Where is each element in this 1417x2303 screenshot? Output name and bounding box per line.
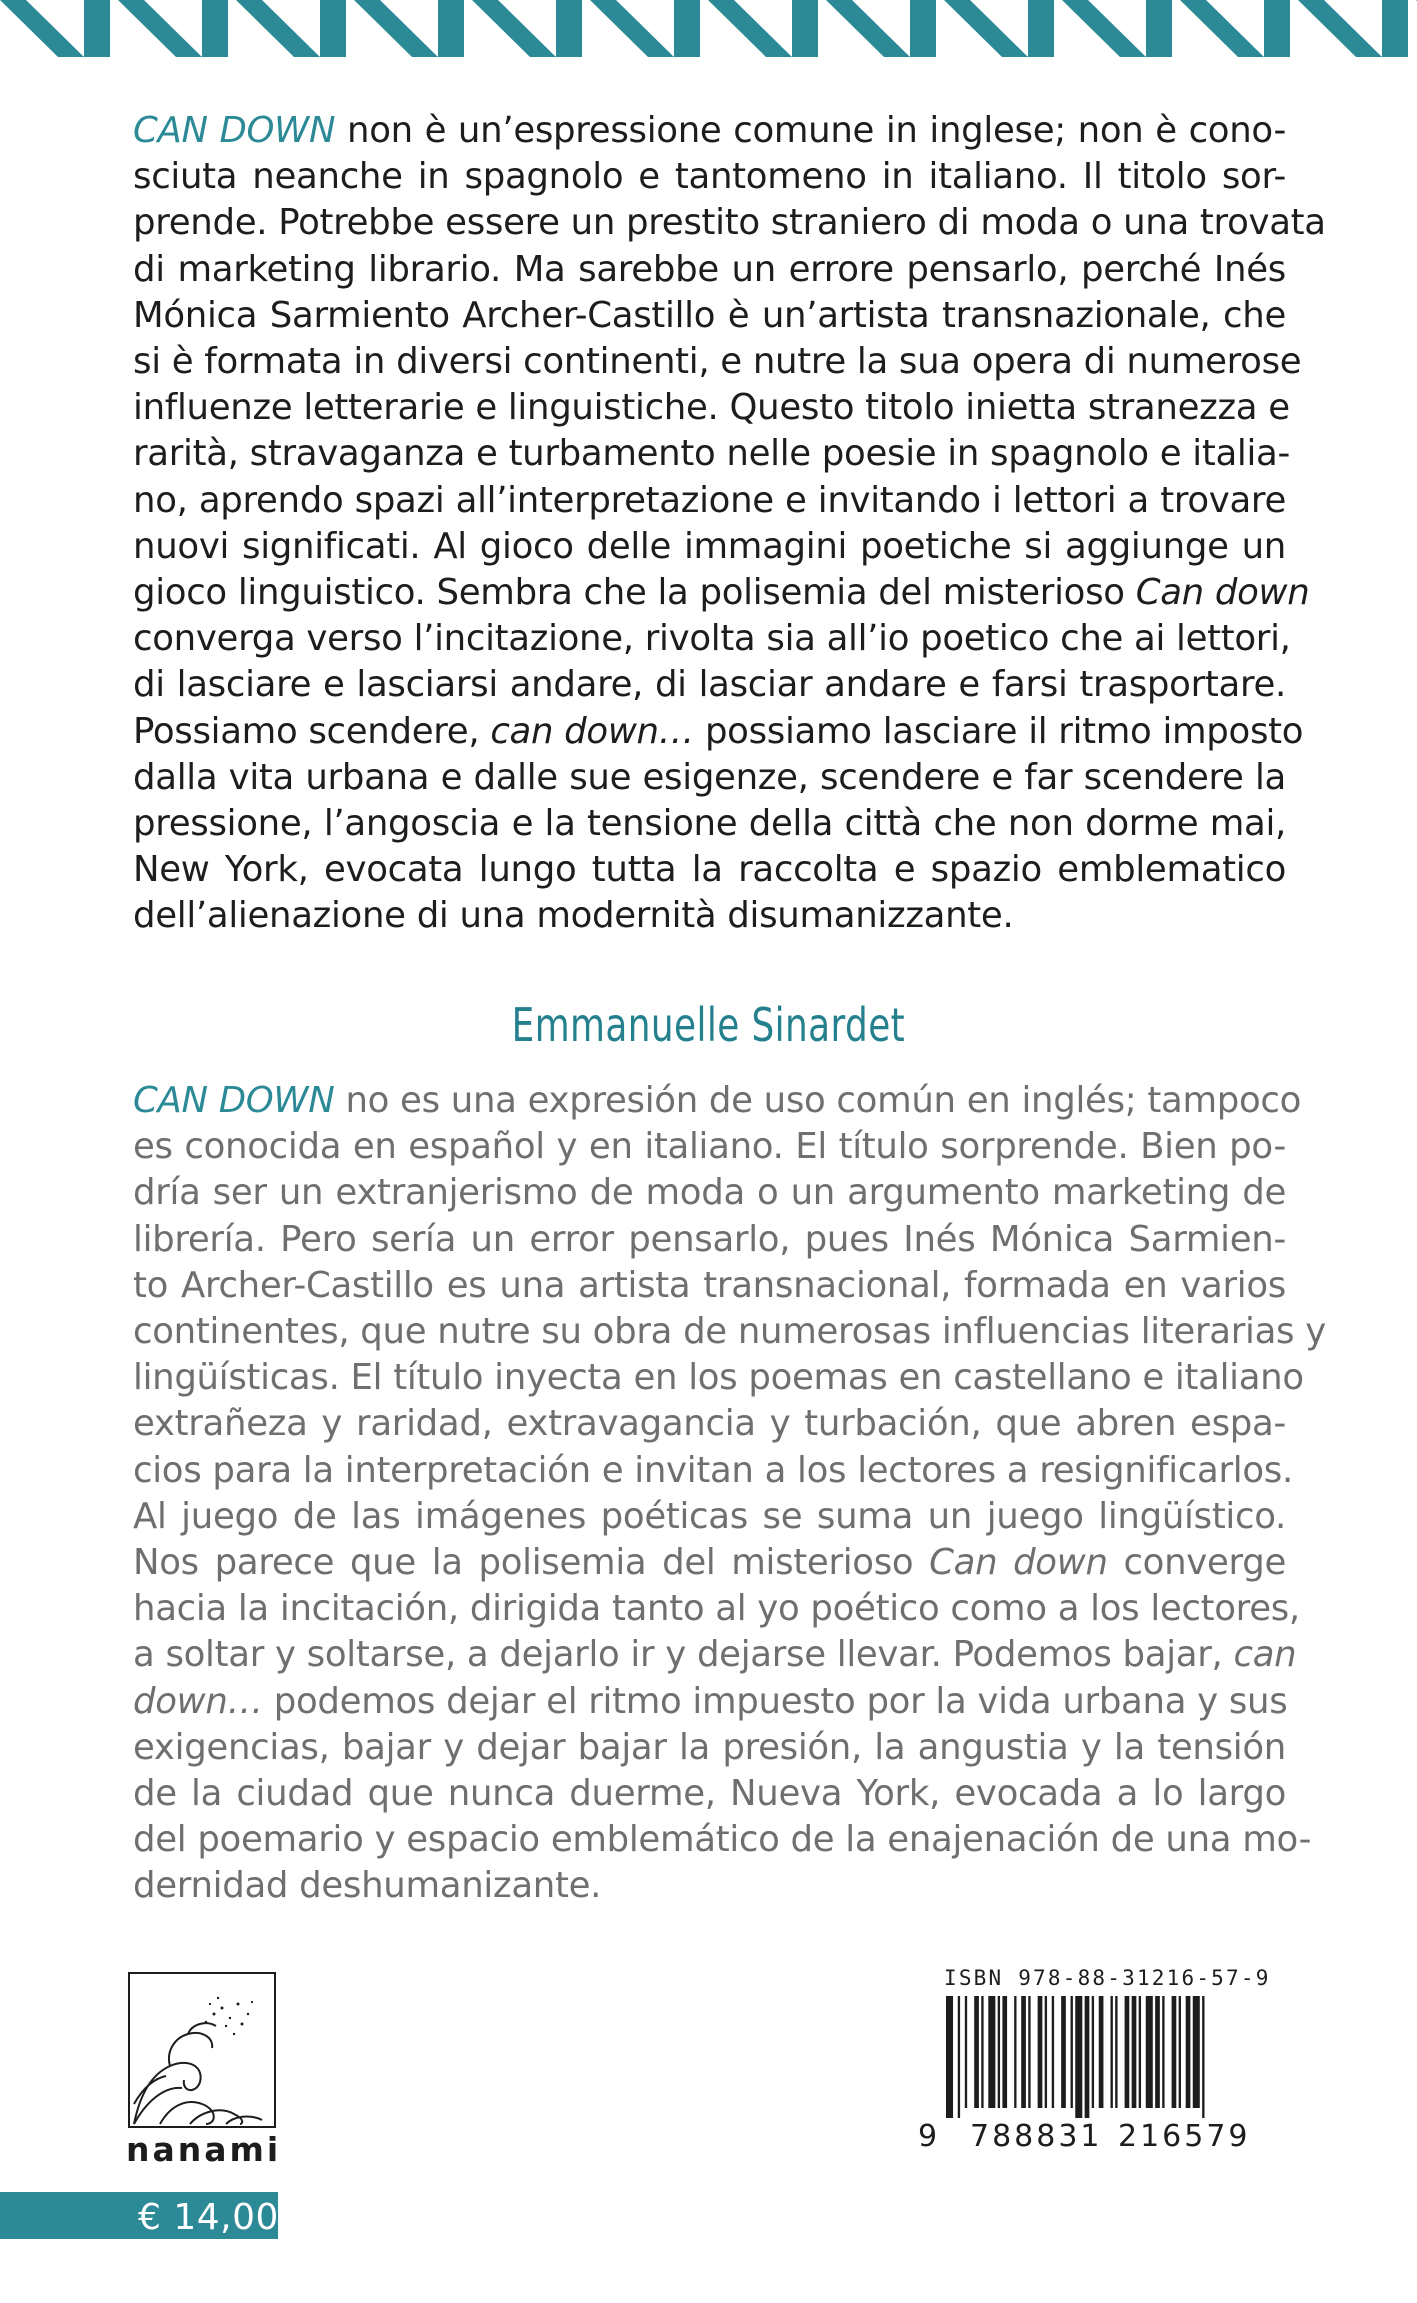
text-line: dalla vita urbana e dalle sue esigenze, scendere e far scendere la [133, 756, 1286, 798]
text-line [133, 709, 1304, 755]
barcode-bar [981, 1996, 983, 2108]
barcode-bar [1021, 1996, 1026, 2108]
text-span: non è un’espressione comune in inglese; non è cono- [335, 110, 1286, 151]
text-line: dell’alienazione di una modernità disumanizzante. [133, 895, 1014, 937]
text-line [133, 1078, 1302, 1124]
barcode-bar [1002, 1996, 1007, 2108]
text-span: possiamo lasciare il ritmo imposto [693, 710, 1304, 752]
barcode-bar [1162, 1996, 1164, 2108]
barcode-bar [1075, 1996, 1082, 2118]
barcode-bar [1202, 1996, 1204, 2118]
text-span: converge [1107, 1542, 1286, 1584]
text-line: to Archer-Castillo es una artista transnacional, formada en varios [133, 1264, 1286, 1306]
italian-paragraph [133, 108, 1326, 940]
text-line [133, 108, 1286, 154]
barcode-bar [958, 1996, 960, 2118]
pattern-bar [84, 0, 110, 57]
pattern-bar [320, 0, 346, 57]
top-pattern-graphic [0, 0, 1417, 57]
barcode-bar [1139, 1996, 1141, 2108]
text-line: nuovi significati. Al gioco delle immagini poetiche si aggiunge un [133, 525, 1286, 567]
italic-title: Can down [929, 1542, 1108, 1584]
barcode-bar [1092, 1996, 1094, 2108]
text-line [133, 570, 1310, 616]
title-lead: CAN DOWN [133, 1080, 335, 1121]
barcode-bar [1179, 1996, 1181, 2108]
text-line: influenze letterarie e linguistiche. Questo titolo inietta stranezza e [133, 387, 1290, 429]
barcode-digits-left: 788831 [970, 2119, 1103, 2154]
barcode-digit-prefix: 9 [918, 2119, 941, 2154]
barcode-bar [1038, 1996, 1043, 2108]
text-line: es conocida en español y en italiano. El título sorprende. Bien po- [133, 1126, 1286, 1168]
text-line: Al juego de las imágenes poéticas se suma un juego lingüístico. [133, 1495, 1286, 1537]
barcode-bar [1125, 1996, 1130, 2108]
text-line: di marketing librario. Ma sarebbe un errore pensarlo, perché Inés [133, 248, 1286, 290]
barcode-bar [1155, 1996, 1160, 2108]
barcode-bar [1014, 1996, 1016, 2108]
text-line: New York, evocata lungo tutta la raccolta e spazio emblematico [133, 849, 1286, 891]
text-line: prende. Potrebbe essere un prestito straniero di moda o una trovata [133, 202, 1326, 244]
barcode-bar [1146, 1996, 1153, 2108]
text-line: dernidad deshumanizante. [133, 1865, 602, 1907]
pattern-bar [674, 0, 700, 57]
barcode-bar [1186, 1996, 1191, 2108]
barcode-bar [946, 1996, 953, 2118]
text-line: lingüísticas. El título inyecta en los poemas en castellano e italiano [133, 1357, 1304, 1399]
text-line: dría ser un extranjerismo de moda o un argumento marketing de [133, 1172, 1286, 1214]
text-line: di lasciare e lasciarsi andare, di lasciar andare e farsi trasportare. [133, 664, 1286, 706]
barcode [946, 1996, 1272, 2118]
text-span: gioco linguistico. Sembra che la polisemia del misterioso [133, 572, 1136, 614]
isbn-label: ISBN 978-88-31216-57-9 [944, 1966, 1271, 1990]
italic-title: Can down [1135, 572, 1310, 614]
pattern-bar [202, 0, 228, 57]
italic-title: down… [133, 1680, 263, 1722]
text-line: del poemario y espacio emblemático de la enajenación de una mo- [133, 1819, 1312, 1861]
top-pattern-band [0, 0, 1417, 57]
text-line: cios para la interpretación e invitan a los lectores a resignificarlos. [133, 1449, 1293, 1491]
barcode-bar [965, 1996, 967, 2108]
text-span: Possiamo scendere, [133, 710, 491, 752]
pattern-bar [1382, 0, 1408, 57]
text-line: converga verso l’incitazione, rivolta sia all’io poetico che ai lettori, [133, 618, 1291, 660]
barcode-bar [974, 1996, 979, 2108]
text-line: no, aprendo spazi all’interpretazione e invitando i lettori a trovare [133, 479, 1286, 521]
barcode-bar [1028, 1996, 1030, 2108]
text-line: pressione, l’angoscia e la tensione della città che non dorme mai, [133, 803, 1286, 845]
italic-title: can down… [490, 710, 694, 752]
text-line [133, 1679, 1286, 1725]
publisher-wordmark: nanami [126, 2130, 282, 2169]
text-span: a soltar y soltarse, a dejarlo ir y dejarse llevar. Podemos bajar, [133, 1634, 1234, 1676]
barcode-bar [1045, 1996, 1047, 2108]
text-line: si è formata in diversi continenti, e nutre la sua opera di numerose [133, 341, 1302, 383]
text-line: hacia la incitación, dirigida tanto al yo poético como a los lectores, [133, 1588, 1300, 1630]
barcode-bar [1115, 1996, 1117, 2108]
text-line [133, 1632, 1297, 1678]
pattern-bar [1264, 0, 1290, 57]
barcode-bar [998, 1996, 1000, 2108]
spanish-paragraph [133, 1078, 1326, 1910]
barcode-bar [1071, 1996, 1073, 2108]
author-name: Emmanuelle Sinardet [511, 998, 906, 1052]
barcode-bar [1052, 1996, 1054, 2108]
text-line: exigencias, bajar y dejar bajar la presión, la angustia y la tensión [133, 1726, 1286, 1768]
text-line: continentes, que nutre su obra de numerosas influencias literarias y [133, 1311, 1326, 1353]
title-lead: CAN DOWN [133, 110, 336, 151]
pattern-bar [556, 0, 582, 57]
barcode-bar [1111, 1996, 1113, 2108]
pattern-bar [438, 0, 464, 57]
publisher-logo [128, 1972, 276, 2128]
text-span: no es una expresión de uso común en inglés; tampoco [334, 1080, 1302, 1121]
text-line: extrañeza y raridad, extravagancia y turbación, que abren espa- [133, 1403, 1286, 1445]
barcode-bar [1085, 1996, 1090, 2118]
pattern-bar [1028, 0, 1054, 57]
barcode-digits-right: 216579 [1118, 2119, 1251, 2154]
pattern-bar [792, 0, 818, 57]
pattern-bar [1146, 0, 1172, 57]
price-label: € 14,00 [138, 2197, 279, 2238]
pattern-bar [910, 0, 936, 57]
text-line [133, 1540, 1286, 1586]
barcode-bar [1061, 1996, 1066, 2108]
barcode-bar [1193, 1996, 1200, 2108]
text-line: rarità, stravaganza e turbamento nelle poesie in spagnolo e italia- [133, 433, 1290, 475]
text-line: librería. Pero sería un error pensarlo, pues Inés Mónica Sarmien- [133, 1218, 1286, 1260]
wave-icon [130, 1974, 274, 2126]
barcode-bar [1132, 1996, 1137, 2108]
barcode-bar [1172, 1996, 1177, 2108]
text-line: Mónica Sarmiento Archer-Castillo è un’artista transnazionale, che [133, 294, 1286, 336]
text-span: podemos dejar el ritmo impuesto por la vida urbana y sus [262, 1680, 1288, 1722]
text-span: Nos parece que la polisemia del misterioso [133, 1542, 930, 1584]
text-line: de la ciudad que nunca duerme, Nueva York, evocada a lo largo [133, 1773, 1286, 1815]
italic-title: can [1233, 1634, 1297, 1676]
barcode-bar [1099, 1996, 1104, 2108]
text-line: sciuta neanche in spagnolo e tantomeno in italiano. Il titolo sor- [133, 156, 1286, 198]
barcode-bar [988, 1996, 995, 2108]
